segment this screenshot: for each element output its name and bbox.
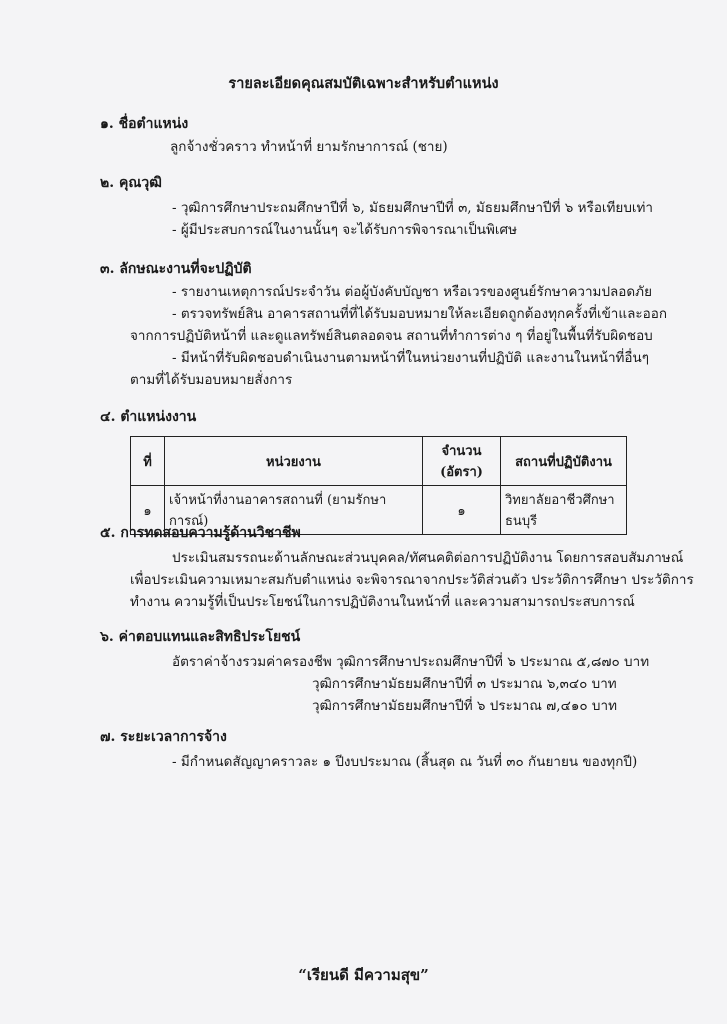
column-header-unit: หน่วยงาน (165, 437, 423, 486)
section-3-line: - มีหน้าที่รับผิดชอบดำเนินงานตามหน้าที่ในหน่วยงานที่ปฏิบัติ และงานในหน้าที่อื่นๆ (172, 350, 650, 366)
section-7-line: - มีกำหนดสัญญาคราวละ ๑ ปีงบประมาณ (สิ้นสุด ณ วันที่ ๓๐ กันยายน ของทุกปี) (172, 754, 638, 770)
section-5-line: เพื่อประเมินความเหมาะสมกับตำแหน่ง จะพิจารณาจากประวัติส่วนตัว ประวัติการศึกษา ประวัติการ (130, 572, 694, 588)
section-5-line: ประเมินสมรรถนะด้านลักษณะส่วนบุคคล/ทัศนคติต่อการปฏิบัติงาน โดยการสอบสัมภาษณ์ (172, 550, 684, 566)
section-3-line: ตามที่ได้รับมอบหมายสั่งการ (130, 372, 293, 388)
section-2-line: - วุฒิการศึกษาประถมศึกษาปีที่ ๖, มัธยมศึกษาปีที่ ๓, มัธยมศึกษาปีที่ ๖ หรือเทียบเท่า (172, 200, 654, 216)
section-2-line: - ผู้มีประสบการณ์ในงานนั้นๆ จะได้รับการพิจารณาเป็นพิเศษ (172, 222, 517, 238)
document-title: รายละเอียดคุณสมบัติเฉพาะสำหรับตำแหน่ง (228, 75, 499, 92)
column-header-workplace: สถานที่ปฏิบัติงาน (501, 437, 627, 486)
section-4-heading: ๔. ตำแหน่งงาน (100, 409, 197, 425)
section-3-line: - ตรวจทรัพย์สิน อาคารสถานที่ที่ได้รับมอบหมายให้ละเอียดถูกต้องทุกครั้งที่เข้าและออก (172, 306, 668, 322)
section-6-line: วุฒิการศึกษามัธยมศึกษาปีที่ ๖ ประมาณ ๗,๔๑๐ บาท (312, 698, 617, 714)
section-5-line: ทำงาน ความรู้ที่เป็นประโยชน์ในการปฏิบัติงานในหน้าที่ และความสามารถประสบการณ์ (130, 594, 635, 610)
table-header-row (131, 437, 627, 486)
column-header-no: ที่ (131, 437, 165, 486)
positions-table (130, 436, 627, 535)
section-7-heading: ๗. ระยะเวลาการจ้าง (100, 729, 227, 745)
section-6-line: วุฒิการศึกษามัธยมศึกษาปีที่ ๓ ประมาณ ๖,๓๔๐ บาท (312, 676, 617, 692)
column-header-count: จำนวน (อัตรา) (423, 437, 501, 486)
section-3-heading: ๓. ลักษณะงานที่จะปฏิบัติ (100, 261, 252, 277)
section-3-line: จากการปฏิบัติหน้าที่ และดูแลทรัพย์สินตลอดจน สถานที่ทำการต่าง ๆ ที่อยู่ในพื้นที่รับผิดชอบ (130, 328, 653, 344)
cell-count: ๑ (423, 486, 501, 535)
section-6-heading: ๖. ค่าตอบแทนและสิทธิประโยชน์ (100, 629, 301, 645)
section-2-heading: ๒. คุณวุฒิ (100, 175, 162, 191)
section-1-line: ลูกจ้างชั่วคราว ทำหน้าที่ ยามรักษาการณ์ (ชาย) (170, 139, 448, 155)
cell-no: ๑ (131, 486, 165, 535)
section-6-line: อัตราค่าจ้างรวมค่าครองชีพ วุฒิการศึกษาประถมศึกษาปีที่ ๖ ประมาณ ๕,๘๗๐ บาท (172, 654, 650, 670)
section-1-heading: ๑. ชื่อตำแหน่ง (100, 116, 189, 132)
footer-motto: “เรียนดี มีความสุข” (298, 966, 429, 984)
cell-unit: เจ้าหน้าที่งานอาคารสถานที่ (ยามรักษาการณ์) (165, 486, 423, 535)
section-5-heading: ๕. การทดสอบความรู้ด้านวิชาชีพ (100, 525, 301, 541)
section-3-line: - รายงานเหตุการณ์ประจำวัน ต่อผู้บังคับบัญชา หรือเวรของศูนย์รักษาความปลอดภัย (172, 284, 652, 300)
cell-workplace: วิทยาลัยอาชีวศึกษาธนบุรี (501, 486, 627, 535)
